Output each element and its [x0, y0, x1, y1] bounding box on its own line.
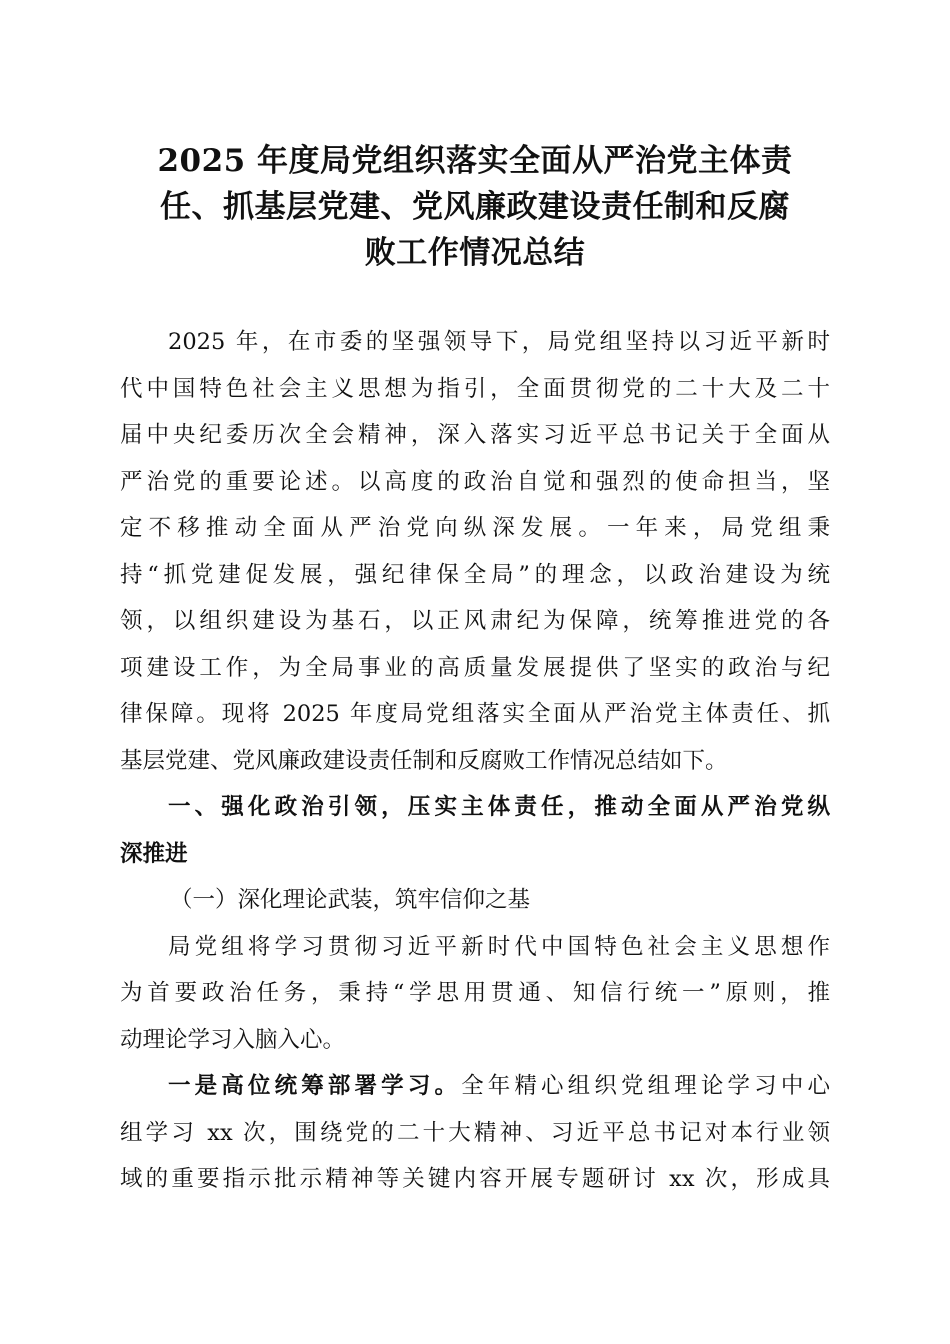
paragraph-line: 律保障。现将 2025 年度局党组落实全面从严治党主体责任、抓: [120, 701, 830, 727]
section-heading-line: 一、强化政治引领，压实主体责任，推动全面从严治党纵: [168, 794, 830, 820]
subsection-heading: [120, 877, 830, 924]
subsection-heading-line: （一）深化理论武装，筑牢信仰之基: [170, 887, 531, 913]
paragraph-line: 域的重要指示批示精神等关键内容开展专题研讨 xx 次，形成具: [120, 1166, 830, 1192]
paragraph-line: 代中国特色社会主义思想为指引，全面贯彻党的二十大及二十: [120, 375, 830, 402]
intro-paragraph: [120, 319, 830, 784]
paragraph-line: 项建设工作，为全局事业的高质量发展提供了坚实的政治与纪: [120, 654, 830, 681]
title-line: 任、抓基层党建、党风廉政建设责任制和反腐: [160, 189, 790, 225]
title-line: 败工作情况总结: [364, 235, 586, 271]
paragraph-line: 领，以组织建设为基石，以正风肃纪为保障，统筹推进党的各: [120, 608, 830, 634]
subsection-paragraph: [120, 924, 830, 1064]
paragraph-line: 届中央纪委历次全会精神，深入落实习近平总书记关于全面从: [120, 422, 830, 448]
document-body: [120, 319, 830, 1203]
paragraph-line: 基层党建、党风廉政建设责任制和反腐败工作情况总结如下。: [120, 747, 728, 774]
paragraph-line: 持“抓党建促发展，强纪律保全局”的理念，以政治建设为统: [120, 561, 830, 588]
point-text: 全年精心组织党组理论学习中心: [461, 1073, 830, 1099]
point-lead: 一是高位统筹部署学习。: [168, 1073, 462, 1099]
paragraph-line: 严治党的重要论述。以高度的政治自觉和强烈的使命担当，坚: [120, 468, 830, 495]
point-paragraph: [120, 1063, 830, 1203]
paragraph-line: 定不移推动全面从严治党向纵深发展。一年来，局党组秉: [120, 515, 830, 541]
title-line: 2025 年度局党组织落实全面从严治党主体责: [157, 143, 793, 179]
section-heading-line: 深推进: [120, 840, 188, 867]
paragraph-line: 局党组将学习贯彻习近平新时代中国特色社会主义思想作: [168, 933, 830, 960]
paragraph-line: 动理论学习入脑入心。: [120, 1026, 346, 1053]
section-heading: [120, 784, 830, 877]
document-title: [120, 138, 830, 276]
paragraph-line: 2025 年，在市委的坚强领导下，局党组坚持以习近平新时: [168, 329, 830, 355]
paragraph-line: 为首要政治任务，秉持“学思用贯通、知信行统一”原则，推: [120, 980, 830, 1006]
paragraph-line: 组学习 xx 次，围绕党的二十大精神、习近平总书记对本行业领: [120, 1119, 830, 1146]
paragraph-line: [120, 1063, 830, 1110]
